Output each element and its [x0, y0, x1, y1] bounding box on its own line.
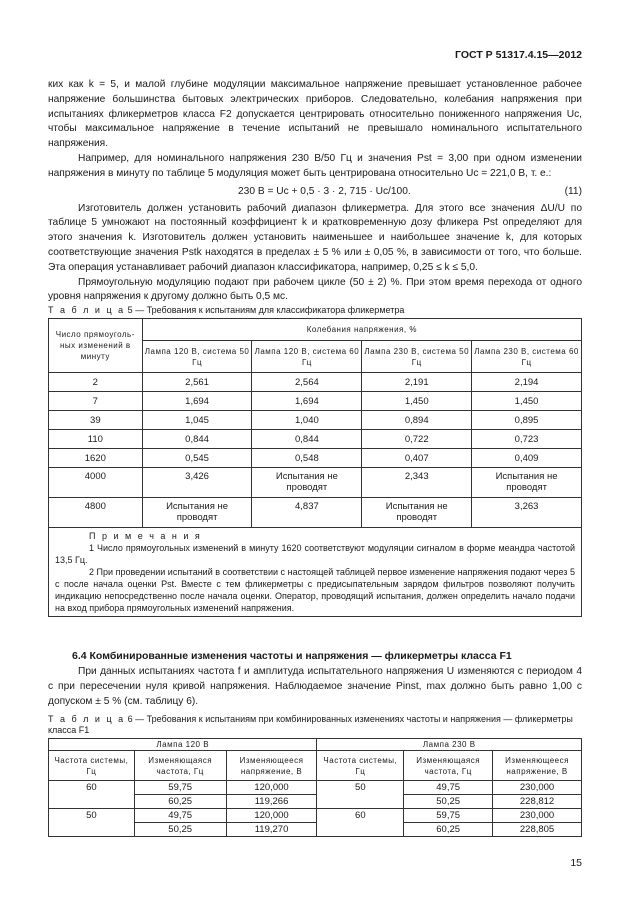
table5-col0-header: Число прямоуголь-ных изменений в минуту	[49, 319, 143, 373]
paragraph-3: Изготовитель должен установить рабочий диапазон фликерметра. Для этого все значения ΔU/U по таблице 5 умножают на постоянный коэффициент k и кратковременную дозу фликера Pst определяют для этого значения k. Изготовитель должен установить наименьшее и наибольшее значение k, для которых соответствующие значения Pstk находятся в пределах ± 5 % или ± 0,05 %, в зависимости от того, что больше. Эта операция устанавливает рабочий диапазон классификатора, например, 0,25 ≤ k ≤ 5,0.	[48, 202, 582, 273]
table6-header: Частота системы, Гц	[317, 751, 404, 781]
document-header: ГОСТ Р 51317.4.15—2012	[455, 49, 582, 61]
table6-header: Изменяющаяся частота, Гц	[134, 751, 226, 781]
table-row: 110 0,844 0,844 0,722 0,723	[49, 430, 582, 449]
note-1: 1 Число прямоугольных изменений в минуту 1620 соответствуют модуляции сигналом в форме меандра частотой 13,5 Гц.	[55, 543, 575, 565]
table-row: 4000 3,426 Испытания не проводят 2,343 Испытания не проводят	[49, 468, 582, 498]
note-2: 2 При проведении испытаний в соответствии с настоящей таблицей первое изменение напряжения подают через 5 с после начала оценки Pst. Вместе с тем фликерметры с предисыпательным зарядом фильтров позволяют получить индикацию непосредственно после начала оценки. Оператор, проводящий испытания, должен определить начало подачи на вход прибора прямоугольных изменений напряжения.	[55, 567, 575, 613]
table6-group-120: Лампа 120 В	[49, 739, 317, 751]
table-row: 4800 Испытания не проводят 4,837 Испытания не проводят 3,263	[49, 498, 582, 528]
table6-header: Частота системы, Гц	[49, 751, 135, 781]
section-paragraph-wrap	[48, 665, 582, 709]
table-row: 7 1,694 1,694 1,450 1,450	[49, 392, 582, 411]
section-heading: 6.4 Комбинированные изменения частоты и напряжения — фликерметры класса F1	[72, 650, 512, 662]
table-6	[48, 738, 582, 837]
table6-header: Изменяющаяся частота, Гц	[404, 751, 493, 781]
table6-header: Изменяющееся напряжение, В	[226, 751, 317, 781]
table5-subheader: Лампа 230 В, система 60 Гц	[472, 341, 582, 373]
section-paragraph: При данных испытаниях частота f и амплитуда испытательного напряжения U изменяются с периодом 4 с при пересечении нуля кривой напряжения. Наблюдаемое значение Pinst, max должно быть равно 1,00 с допуском ± 5 % (см. таблицу 6).	[48, 666, 582, 707]
table5-subheader: Лампа 230 В, система 50 Гц	[362, 341, 472, 373]
table6-group-230: Лампа 230 В	[317, 739, 582, 751]
table-row: 60 59,75 120,000 50 49,75 230,000	[49, 781, 582, 795]
body-text	[48, 78, 582, 305]
table-row: 39 1,045 1,040 0,894 0,895	[49, 411, 582, 430]
table-row: 50,25 119,270 60,25 228,805	[49, 823, 582, 837]
table5-notes	[49, 528, 582, 617]
table-row: 50 49,75 120,000 60 59,75 230,000	[49, 809, 582, 823]
table5-subheader: Лампа 120 В, система 60 Гц	[252, 341, 362, 373]
page-number: 15	[570, 857, 582, 869]
table-row: 60,25 119,266 50,25 228,812	[49, 795, 582, 809]
paragraph-2: Например, для номинального напряжения 230 В/50 Гц и значения Pst = 3,00 при одном изменении напряжения в минуту по таблице 5 модуляция может быть центрирована относительно Uc = 221,0 В, т. е.:	[48, 152, 582, 179]
table6-header: Изменяющееся напряжение, В	[493, 751, 582, 781]
formula-number: (11)	[564, 185, 582, 197]
table6-caption: Т а б л и ц а 6 — Требования к испытаниям при комбинированных изменениях частоты и напряжения — фликерметры класса F1	[48, 714, 573, 735]
table5-group-header: Колебания напряжения, %	[142, 319, 581, 341]
table-row: 2 2,561 2,564 2,191 2,194	[49, 373, 582, 392]
notes-title: П р и м е ч а н и я	[89, 531, 202, 541]
table5-caption: Т а б л и ц а 5 — Требования к испытаниям для классификатора фликерметра	[48, 305, 405, 315]
paragraph-4: Прямоугольную модуляцию подают при рабочем цикле (50 ± 2) %. При этом время перехода от одного уровня напряжения к другому должно быть 0,5 мс.	[48, 276, 582, 303]
table-5	[48, 318, 582, 617]
table-row: 1620 0,545 0,548 0,407 0,409	[49, 449, 582, 468]
formula-11	[48, 182, 582, 202]
formula-text: 230 В = Uc + 0,5 · 3 · 2, 715 · Uc/100.	[238, 185, 411, 197]
paragraph-1: ких как k = 5, и малой глубине модуляции максимальное напряжение превышает установленное рабочее напряжение большинства бытовых электрических приборов. Следовательно, колебания напряжения при испытаниях фликерметров класса F2 допускается центрировать относительно пониженного напряжения Uc, чтобы максимальное напряжение в течение испытаний не превышало номинального испытательного напряжения.	[48, 79, 582, 150]
table5-subheader: Лампа 120 В, система 50 Гц	[142, 341, 252, 373]
